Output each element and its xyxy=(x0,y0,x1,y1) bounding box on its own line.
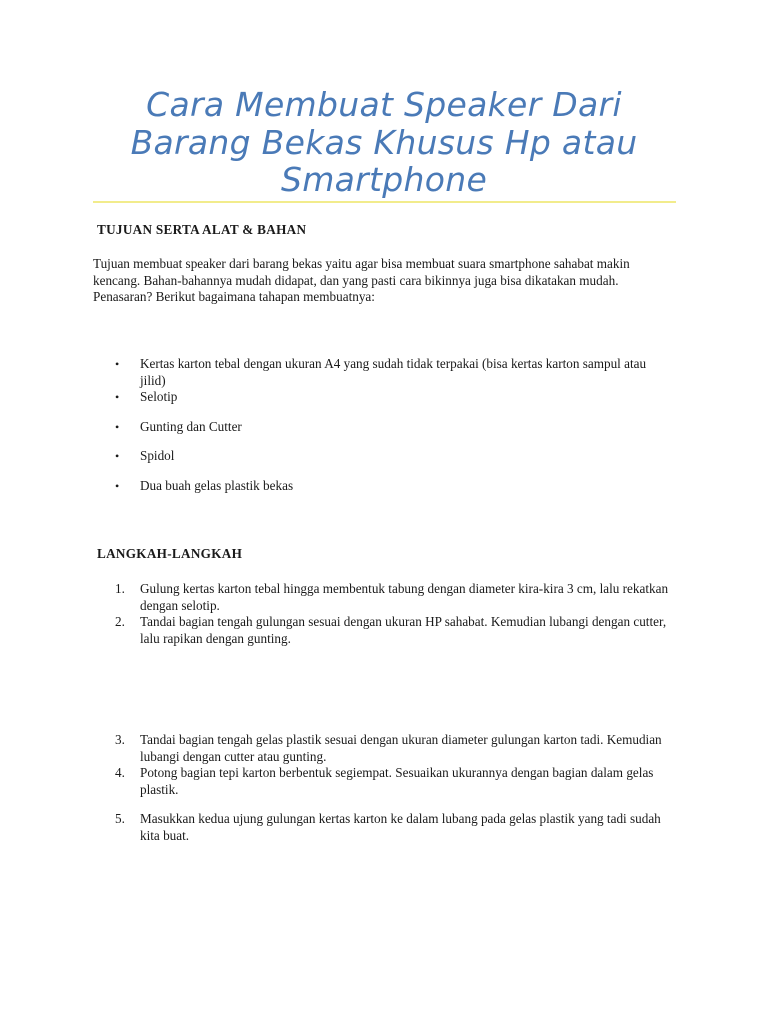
step-number: 4. xyxy=(115,765,125,780)
bullet-icon: • xyxy=(115,478,120,493)
bullet-icon: • xyxy=(115,390,120,404)
section-heading-tujuan: TUJUAN SERTA ALAT & BAHAN xyxy=(97,222,307,237)
section-heading-langkah: LANGKAH-LANGKAH xyxy=(97,546,243,561)
step-number: 2. xyxy=(115,614,125,629)
list-item xyxy=(93,419,673,436)
list-item-text: Selotip xyxy=(140,389,178,404)
list-item-text: Gunting dan Cutter xyxy=(140,418,242,434)
step-text: Tandai bagian tengah gelas plastik sesuai dengan ukuran diameter gulungan karton tadi. Kemudian lubangi dengan cutter atau gunting. xyxy=(140,732,662,764)
materials-list xyxy=(93,356,673,494)
list-item xyxy=(93,581,683,614)
step-number: 5. xyxy=(115,811,125,826)
bullet-icon: • xyxy=(115,357,120,371)
steps-list-continued xyxy=(93,732,683,844)
list-item xyxy=(93,811,683,844)
bullet-icon: • xyxy=(115,419,120,434)
list-item xyxy=(93,765,683,798)
list-item xyxy=(93,448,673,465)
list-item xyxy=(93,356,673,389)
list-item xyxy=(93,732,683,765)
document-title: Cara Membuat Speaker Dari Barang Bekas Khusus Hp atau Smartphone xyxy=(130,85,638,199)
list-item xyxy=(93,478,673,495)
step-text: Tandai bagian tengah gulungan sesuai dengan ukuran HP sahabat. Kemudian lubangi dengan cutter, lalu rapikan dengan gunting. xyxy=(140,614,667,646)
list-item-text: Spidol xyxy=(140,448,175,463)
step-text: Masukkan kedua ujung gulungan kertas karton ke dalam lubang pada gelas plastik yang tadi sudah kita buat. xyxy=(140,811,661,843)
title-underline-divider xyxy=(93,201,676,203)
bullet-icon: • xyxy=(115,449,120,463)
step-text: Potong bagian tepi karton berbentuk segiempat. Sesuaikan ukurannya dengan bagian dalam gelas plastik. xyxy=(140,765,654,797)
intro-paragraph: Tujuan membuat speaker dari barang bekas yaitu agar bisa membuat suara smartphone sahabat makin kencang. Bahan-bahannya mudah didapat, dan yang pasti cara bikinnya juga bisa dikatakan mudah. Penasaran? Berikut bagaimana tahapan membuatnya: xyxy=(93,256,630,304)
step-number: 1. xyxy=(115,581,125,596)
list-item xyxy=(93,389,673,406)
steps-list xyxy=(93,581,683,647)
list-item-text: Kertas karton tebal dengan ukuran A4 yang sudah tidak terpakai (bisa kertas karton sampul atau jilid) xyxy=(140,356,647,388)
step-number: 3. xyxy=(115,732,125,747)
list-item-text: Dua buah gelas plastik bekas xyxy=(140,477,294,493)
list-item xyxy=(93,614,683,647)
step-text: Gulung kertas karton tebal hingga membentuk tabung dengan diameter kira-kira 3 cm, lalu rekatkan dengan selotip. xyxy=(140,581,669,613)
